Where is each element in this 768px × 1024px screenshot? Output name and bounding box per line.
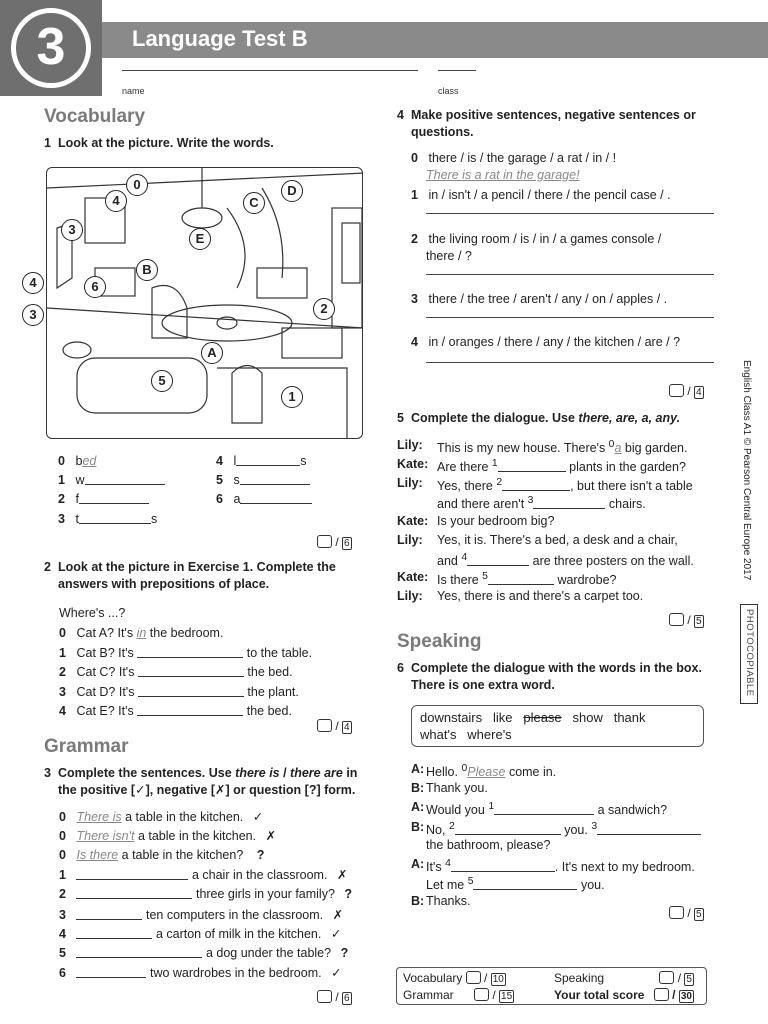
answer-blank[interactable] bbox=[137, 704, 243, 716]
grammar-score: Grammar / 15 bbox=[403, 988, 513, 1002]
answer-blank[interactable] bbox=[455, 823, 561, 835]
speaking-score: Speaking / 5 bbox=[554, 971, 692, 985]
score-box[interactable] bbox=[466, 971, 481, 984]
score-q3: / 6 bbox=[317, 990, 352, 1005]
picture-label: 4 bbox=[22, 272, 44, 294]
answer-blank[interactable] bbox=[533, 497, 605, 509]
answer-blank[interactable] bbox=[85, 473, 165, 485]
answer-blank[interactable] bbox=[502, 479, 570, 491]
word-row: 6 a bbox=[216, 492, 312, 506]
word-box bbox=[411, 705, 704, 747]
answer-blank[interactable] bbox=[473, 878, 577, 890]
answer-line[interactable] bbox=[426, 362, 714, 363]
q4-row: 3 there / the tree / aren't / any / on / apples / . bbox=[411, 292, 668, 306]
score-q2: / 4 bbox=[317, 719, 352, 734]
score-q1: / 6 bbox=[317, 535, 352, 550]
class-line[interactable] bbox=[438, 70, 476, 71]
score-box[interactable] bbox=[669, 613, 684, 626]
grammar-heading: Grammar bbox=[44, 736, 129, 757]
picture-label: 5 bbox=[151, 370, 173, 392]
score-q4: / 4 bbox=[669, 384, 704, 399]
q2-row: 1 Cat B? It's to the table. bbox=[59, 646, 313, 660]
answer-blank[interactable] bbox=[79, 512, 151, 524]
answer-blank[interactable] bbox=[467, 554, 529, 566]
answer-line[interactable] bbox=[426, 274, 714, 275]
score-box[interactable] bbox=[317, 719, 332, 732]
answer-blank[interactable] bbox=[76, 908, 142, 920]
score-box[interactable] bbox=[659, 971, 674, 984]
answer-line[interactable] bbox=[426, 317, 714, 318]
answer-blank[interactable] bbox=[76, 946, 202, 958]
q3-row: 0 There is a table in the kitchen. ✓ bbox=[59, 810, 264, 824]
q3-row: 2 three girls in your family? ? bbox=[59, 887, 353, 901]
q1-instruction: 1 Look at the picture. Write the words. bbox=[44, 136, 274, 150]
q3-instruction: 3 Complete the sentences. Use there is / there are in the positive [✓], negative [✗] or question [?] form. bbox=[44, 766, 358, 797]
crossed-word: please bbox=[523, 710, 562, 725]
class-label: class bbox=[438, 86, 459, 96]
title-bar bbox=[102, 22, 768, 58]
score-box[interactable] bbox=[317, 990, 332, 1003]
page-title: Language Test B bbox=[132, 26, 308, 51]
word-row: 4 l s bbox=[216, 454, 307, 468]
q3-row: 4 a carton of milk in the kitchen. ✓ bbox=[59, 927, 342, 941]
picture-label: 2 bbox=[313, 298, 335, 320]
q2-instruction: 2 Look at the picture in Exercise 1. Complete the answers with prepositions of place. bbox=[44, 560, 336, 591]
unit-badge bbox=[0, 0, 102, 96]
answer-blank[interactable] bbox=[488, 573, 554, 585]
answer-blank[interactable] bbox=[76, 927, 152, 939]
vocabulary-heading: Vocabulary bbox=[44, 106, 146, 127]
answer-blank[interactable] bbox=[76, 966, 146, 978]
q4-row: 0 there / is / the garage / a rat / in / ! bbox=[411, 151, 617, 165]
photocopiable-label: PHOTOCOPIABLE bbox=[740, 604, 758, 704]
name-line[interactable] bbox=[122, 70, 418, 71]
q5-instruction: 5 Complete the dialogue. Use there, are, a, any. bbox=[397, 411, 681, 425]
word-box-line: downstairs like please show thank bbox=[420, 710, 646, 725]
answer-line[interactable] bbox=[426, 213, 714, 214]
score-box[interactable] bbox=[654, 988, 669, 1001]
q4-row-cont: there / ? bbox=[426, 249, 472, 263]
picture-label: B bbox=[136, 259, 158, 281]
answer-blank[interactable] bbox=[597, 823, 701, 835]
answer-blank[interactable] bbox=[79, 492, 149, 504]
score-summary bbox=[396, 967, 707, 1005]
picture-label: 4 bbox=[105, 190, 127, 212]
score-box[interactable] bbox=[669, 906, 684, 919]
picture-label: D bbox=[281, 180, 303, 202]
q3-row: 0 Is there a table in the kitchen? ? bbox=[59, 848, 265, 862]
q4-row: 2 the living room / is / in / a games console / bbox=[411, 232, 662, 246]
q3-row: 3 ten computers in the classroom. ✗ bbox=[59, 908, 344, 922]
score-q6: / 5 bbox=[669, 906, 704, 921]
score-box[interactable] bbox=[474, 988, 489, 1001]
q4-instruction: 4 Make positive sentences, negative sentences or questions. bbox=[397, 108, 696, 139]
answer-blank[interactable] bbox=[236, 454, 300, 466]
answer-blank[interactable] bbox=[76, 887, 192, 899]
q5-dialogue: Lily: This is my new house. There's $^0$a big garden. Kate: Are there $^1$ plants in the garden? Lily: Yes, there $^2$ , but there isn't a table and there aren't $^3$ chairs. Kate: Is your bedroom big? Lily: Yes, it is. There's a bed, a desk and a chair, and $^4$ are three posters on the wall. Kate: Is there $^5$ wardrobe? Lily: Yes, there is and there's a carpet too. bbox=[397, 438, 694, 603]
q2-row: 4 Cat E? It's the bed. bbox=[59, 704, 292, 718]
total-score: Your total score / 30 bbox=[554, 988, 692, 1002]
picture-label: 3 bbox=[22, 304, 44, 326]
answer-blank[interactable] bbox=[240, 473, 310, 485]
q4-row: 1 in / isn't / a pencil / there / the pencil case / . bbox=[411, 188, 671, 202]
q2-row: 2 Cat C? It's the bed. bbox=[59, 665, 293, 679]
copyright-side: English Class A1 © Pearson Central Europe 2017 bbox=[741, 360, 752, 581]
word-row: 5 s bbox=[216, 473, 310, 487]
answer-blank[interactable] bbox=[138, 685, 244, 697]
word-row: 3 t s bbox=[58, 512, 158, 526]
q3-row: 5 a dog under the table? ? bbox=[59, 946, 349, 960]
answer-blank[interactable] bbox=[498, 460, 566, 472]
name-label: name bbox=[122, 86, 145, 96]
picture-label: E bbox=[189, 228, 211, 250]
picture-label: 0 bbox=[126, 174, 148, 196]
q2-lead: Where's ...? bbox=[59, 606, 126, 620]
picture-label: 3 bbox=[61, 219, 83, 241]
q4-row: 4 in / oranges / there / any / the kitchen / are / ? bbox=[411, 335, 681, 349]
answer-blank[interactable] bbox=[451, 860, 555, 872]
q3-row: 1 a chair in the classroom. ✗ bbox=[59, 868, 348, 882]
answer-blank[interactable] bbox=[137, 646, 243, 658]
q3-row: 6 two wardrobes in the bedroom. ✓ bbox=[59, 966, 342, 980]
picture-label: C bbox=[243, 192, 265, 214]
answer-blank[interactable] bbox=[240, 492, 312, 504]
q2-row: 3 Cat D? It's the plant. bbox=[59, 685, 299, 699]
word-row: 0 bed bbox=[58, 454, 97, 468]
q4-example-answer: There is a rat in the garage! bbox=[426, 168, 580, 182]
answer-blank[interactable] bbox=[138, 665, 244, 677]
q6-dialogue: A: Hello. $^0$Please come in. B: Thank you. A: Would you $^1$ a sandwich? B: No, $^2$ you. $^3$ the bathroom, please? A: It's $^4$ . It's next to my bedroom. Let me $^5$ you. B: Thanks. bbox=[411, 760, 716, 910]
word-row: 1 w bbox=[58, 473, 165, 487]
unit-number: 3 bbox=[36, 18, 66, 76]
q2-row: 0 Cat A? It's in the bedroom. bbox=[59, 626, 224, 640]
vocab-score: Vocabulary / 10 bbox=[403, 971, 504, 985]
answer-blank[interactable] bbox=[76, 868, 188, 880]
score-box[interactable] bbox=[669, 384, 684, 397]
q3-row: 0 There isn't a table in the kitchen. ✗ bbox=[59, 829, 277, 843]
q6-instruction: 6 Complete the dialogue with the words in the box. There is one extra word. bbox=[397, 661, 702, 692]
picture-label: 1 bbox=[281, 386, 303, 408]
score-q5: / 5 bbox=[669, 613, 704, 628]
word-row: 2 f bbox=[58, 492, 149, 506]
speaking-heading: Speaking bbox=[397, 631, 482, 652]
score-box[interactable] bbox=[317, 535, 332, 548]
picture-label: A bbox=[201, 342, 223, 364]
answer-blank[interactable] bbox=[494, 803, 594, 815]
picture-label: 6 bbox=[84, 276, 106, 298]
word-box-line: what's where's bbox=[420, 727, 512, 742]
